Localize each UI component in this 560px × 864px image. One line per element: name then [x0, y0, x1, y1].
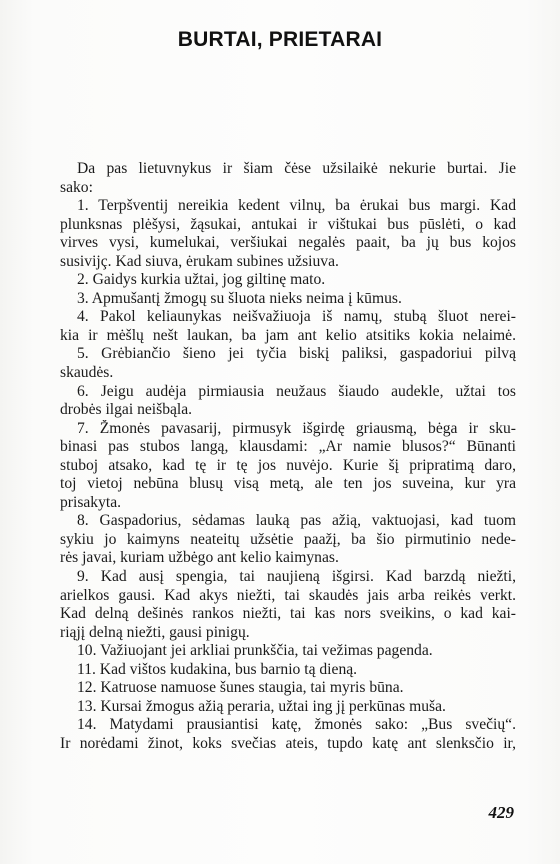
- text-line: kia ir mėšlų nešt laukan, ba jam ant kelio atsitiks kokia nelaimė.: [60, 326, 516, 344]
- page-number: 429: [488, 803, 514, 822]
- text-line: 6. Jeigu audėja pirmiausia neužaus šiaudo audekle, užtai tos: [77, 382, 516, 400]
- text-line: 4. Pakol keliaunykas neišvažiuoja iš namų, stubą šluot nerei-: [77, 308, 516, 326]
- text-line: 7. Žmonės pavasarij, pirmusyk išgirdę griausmą, bėga ir sku-: [77, 419, 516, 437]
- body-text: [60, 160, 516, 754]
- text-line: 5. Grėbiančio šieno jei tyčia biskį paliksi, gaspadoriui pilvą: [77, 345, 516, 363]
- text-line: 11. Kad vištos kudakina, bus barnio tą dieną.: [77, 660, 358, 678]
- text-line: Ir norėdami žinot, koks svečias ateis, tupdo katę ant slenksčio ir,: [60, 734, 516, 752]
- text-line: 12. Katruose namuose šunes staugia, tai myris būna.: [77, 679, 404, 697]
- text-line: 8. Gaspadorius, sėdamas lauką pas ažią, vaktuojasi, kad tuom: [77, 512, 516, 530]
- text-line: rės javai, kuriam užbėgo ant kelio kaimynas.: [60, 549, 339, 567]
- text-line: Da pas lietuvnykus ir šiam čėse užsilaikė nekurie burtai. Jie: [77, 160, 516, 177]
- text-line: prisakyta.: [60, 493, 122, 511]
- text-line: stuboj atsako, kad tę ir tę jos nuvėjo. Kurie šį pripratimą daro,: [60, 456, 516, 474]
- text-line: 13. Kursai žmogus ažią peraria, užtai ing jį perkūnas muša.: [77, 697, 446, 715]
- text-line: skaudės.: [60, 364, 114, 382]
- text-line: sako:: [60, 178, 93, 196]
- text-line: 2. Gaidys kurkia užtai, jog giltinę mato.: [77, 271, 326, 289]
- text-line: 10. Važiuojant jei arkliai prunkščia, tai vežimas pagenda.: [77, 642, 433, 660]
- text-line: toj vietoj nebūna blusų visą metą, ale ten jos suveina, kur yra: [60, 475, 516, 493]
- text-line: 1. Terpšventij nereikia kedent vilnų, ba ėrukai bus margi. Kad: [77, 197, 516, 215]
- text-line: susivijç. Kad siuva, ėrukam subines užsiuva.: [60, 252, 339, 270]
- text-line: 9. Kad ausį spengia, tai naujieną išgirsi. Kad barzdą niežti,: [77, 568, 516, 586]
- text-line: plunksnas plėšysi, žąsukai, antukai ir vištukai bus pūslėti, o kad: [60, 215, 516, 233]
- text-line: sykiu jo kaimyns neateitų užsėtie paažį, ba šio pirmutinio nede-: [60, 530, 516, 548]
- text-line: riąjį delną niežti, gausi pinigų.: [60, 623, 250, 641]
- text-line: binasi pas stubos langą, klausdami: „Ar namie blusos?“ Būnanti: [60, 438, 516, 456]
- text-line: virves vysi, kumelukai, veršiukai negalės paait, ba jų bus kojos: [60, 234, 516, 252]
- text-line: arielkos gausi. Kad akys niežti, tai skaudės jais arba reikės verkt.: [60, 586, 516, 604]
- section-heading: BURTAI, PRIETARAI: [177, 28, 383, 51]
- text-line: 14. Matydami prausiantisi katę, žmonės sako: „Bus svečių“.: [77, 716, 516, 734]
- text-line: 3. Apmušantį žmogų su šluota nieks neima į kūmus.: [77, 289, 402, 307]
- text-line: drobės ilgai neišbąla.: [60, 401, 193, 419]
- text-line: Kad delną dešinės rankos niežti, tai kas nors sveikins, o kad kai-: [60, 605, 516, 623]
